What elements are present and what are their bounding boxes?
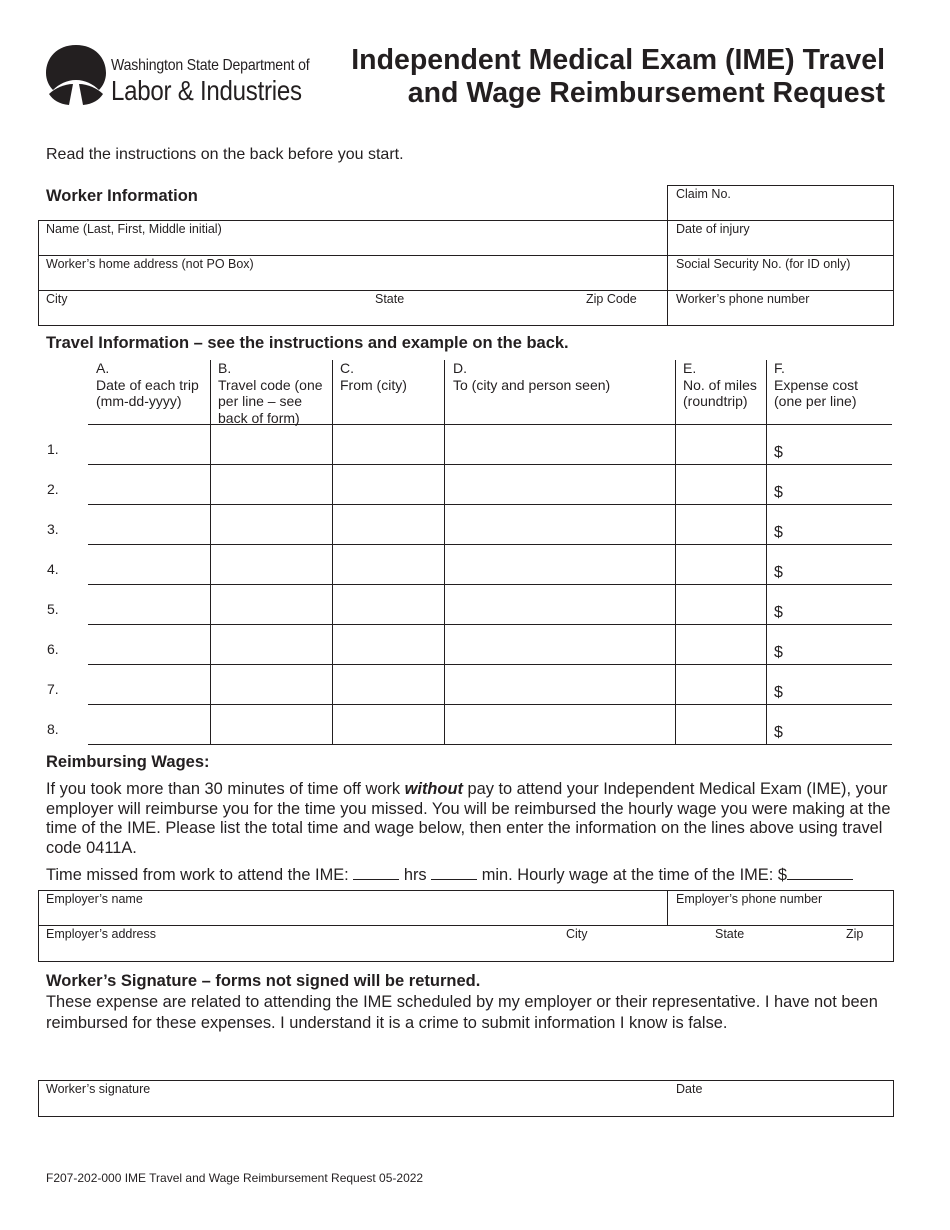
expense-cost-field[interactable]: $ [774, 524, 783, 541]
travel-row-number: 7. [47, 681, 59, 697]
travel-row-number: 2. [47, 481, 59, 497]
employer-phone-field[interactable]: Employer’s phone number [676, 892, 823, 906]
signature-heading: Worker’s Signature – forms not signed will be returned. [46, 972, 481, 990]
intro-text: Read the instructions on the back before you start. [46, 146, 404, 163]
signature-box [38, 1080, 894, 1117]
row-separator [88, 424, 892, 425]
column-c-header: C. From (city) [340, 360, 407, 393]
row-separator [88, 464, 892, 465]
employer-city-field[interactable]: City [566, 927, 588, 941]
employer-state-field[interactable]: State [715, 927, 745, 941]
wages-heading: Reimbursing Wages: [46, 753, 210, 771]
title-line1: Independent Medical Exam (IME) Travel [351, 44, 885, 76]
claim-no-field[interactable]: Claim No. [676, 187, 731, 201]
title-line2: and Wage Reimbursement Request [407, 77, 885, 109]
row-separator [88, 744, 892, 745]
lni-logo-icon [45, 44, 107, 106]
column-e-header: E. No. of miles (roundtrip) [683, 360, 757, 409]
hourly-wage-blank[interactable] [787, 865, 853, 880]
state-field[interactable]: State [375, 292, 405, 306]
travel-row-number: 5. [47, 601, 59, 617]
signature-statement: These expense are related to attending the IME scheduled by my employer or their representative. I have not been reimbursed for these expenses. I understand it is a crime to submit information I know is false. [46, 993, 878, 1032]
date-of-injury-field[interactable]: Date of injury [676, 222, 750, 236]
hours-blank[interactable] [353, 865, 399, 880]
city-field[interactable]: City [46, 292, 68, 306]
home-address-field[interactable]: Worker’s home address (not PO Box) [46, 257, 254, 271]
expense-cost-field[interactable]: $ [774, 724, 783, 741]
form-footer: F207-202-000 IME Travel and Wage Reimbursement Request 05-2022 [46, 1171, 424, 1185]
worker-name-field[interactable]: Name (Last, First, Middle initial) [46, 222, 222, 236]
row-separator [88, 544, 892, 545]
ssn-field[interactable]: Social Security No. (for ID only) [676, 257, 851, 271]
row-separator [88, 584, 892, 585]
expense-cost-field[interactable]: $ [774, 444, 783, 461]
travel-row-number: 1. [47, 441, 59, 457]
travel-row-number: 4. [47, 561, 59, 577]
column-d-header: D. To (city and person seen) [453, 360, 611, 393]
travel-row-number: 8. [47, 721, 59, 737]
row-separator [88, 664, 892, 665]
minutes-blank[interactable] [431, 865, 477, 880]
expense-cost-field[interactable]: $ [774, 564, 783, 581]
row-separator [88, 504, 892, 505]
signature-date-field[interactable]: Date [676, 1082, 703, 1096]
expense-cost-field[interactable]: $ [774, 604, 783, 621]
travel-info-heading: Travel Information – see the instructions and example on the back. [46, 334, 569, 352]
travel-row-number: 3. [47, 521, 59, 537]
agency-logo [45, 44, 310, 108]
column-a-header: A. Date of each trip (mm-dd-yyyy) [96, 360, 199, 409]
time-missed-line: Time missed from work to attend the IME: hrs min. Hourly wage at the time of the IME: $ [46, 865, 896, 886]
expense-cost-field[interactable]: $ [774, 684, 783, 701]
expense-cost-field[interactable]: $ [774, 644, 783, 661]
column-f-header: F. Expense cost (one per line) [774, 360, 859, 409]
agency-name-line2: Labor & Industries [111, 75, 302, 106]
employer-name-field[interactable]: Employer’s name [46, 892, 143, 906]
employer-address-field[interactable]: Employer’s address [46, 927, 157, 941]
expense-cost-field[interactable]: $ [774, 484, 783, 501]
form-title [325, 44, 885, 110]
worker-info-heading: Worker Information [46, 187, 198, 205]
wages-paragraph: If you took more than 30 minutes of time off work without pay to attend your Independent Medical Exam (IME), your employer will reimburse you for the time you missed. You will be reimbursed the hourly wage you were making at the time of the IME. Please list the total time and wage below, then enter the information on the lines above using travel code 0411A. [46, 780, 891, 857]
worker-phone-field[interactable]: Worker’s phone number [676, 292, 810, 306]
worker-signature-field[interactable]: Worker’s signature [46, 1082, 151, 1096]
agency-name-line1: Washington State Department of [111, 57, 310, 74]
column-b-header: B. Travel code (one per line – see back of form) [218, 360, 323, 426]
row-separator [88, 624, 892, 625]
row-separator [88, 704, 892, 705]
employer-zip-field[interactable]: Zip [846, 927, 864, 941]
zip-field[interactable]: Zip Code [586, 292, 637, 306]
travel-row-number: 6. [47, 641, 59, 657]
